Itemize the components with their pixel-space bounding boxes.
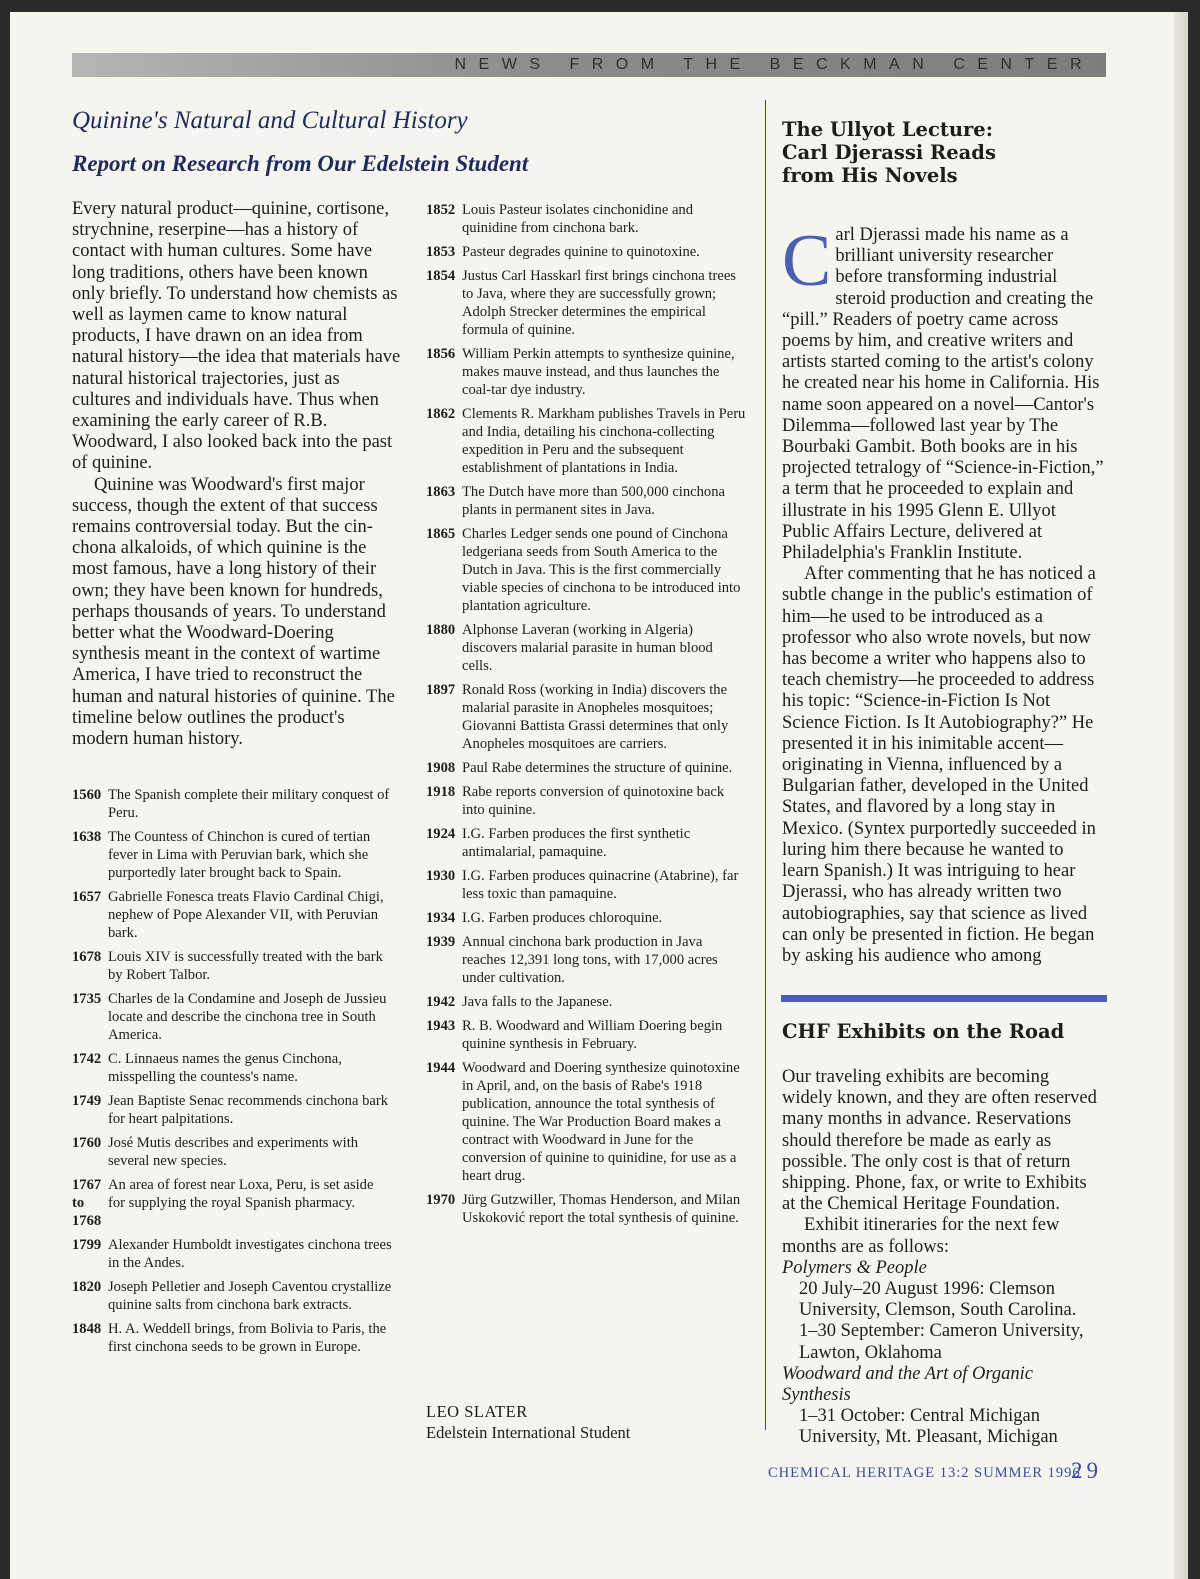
article-kicker: Quinine's Natural and Cultural History: [72, 107, 468, 134]
timeline-text: The Countess of Chinchon is cured of tertian fever in Lima with Peruvian bark, which she purportedly later brought back to Spain.: [108, 829, 371, 881]
timeline-text: Ronald Ross (working in India) discovers the malarial parasite in Anopheles mosquitoes; Giovanni Battista Grassi determines that only Anopheles mosquitoes are carriers.: [462, 682, 729, 752]
exhibits-paragraph: Our traveling exhibits are becoming widely known, and they are often reserved many months in advance. Reservations should therefore be made as early as possible. The only cost is that of return shipping. Phone, fax, or write to Exhibits at the Chemical Heritage Foundation.: [782, 1067, 1097, 1215]
timeline-text: Java falls to the Japanese.: [462, 994, 613, 1010]
timeline-text: Clements R. Markham publishes Travels in Peru and India, detailing his cinchona-collecting expedition in Peru and the subsequent establishment of plantations in India.: [462, 406, 746, 476]
timeline-year: 1943: [426, 1018, 456, 1034]
section-rule: [781, 995, 1107, 1002]
ullyot-paragraph: [782, 220, 1104, 564]
timeline-text: Gabrielle Fonesca treats Flavio Cardinal Chigi, nephew of Pope Alexander VII, with Peruvian bark.: [108, 889, 384, 941]
timeline-text: Woodward and Doering synthesize quinotoxine in April, and, on the basis of Rabe's 1918 publication, announce the total synthesis of quinine. The War Production Board makes a contract with Woodward in June for the conversion of quinine to quinidine, for use as a heart drug.: [462, 1060, 740, 1184]
timeline-entry: [72, 786, 392, 822]
timeline-text: H. A. Weddell brings, from Bolivia to Paris, the first cinchona seeds to be grown in Europe.: [108, 1321, 387, 1355]
timeline-entry: [426, 933, 746, 987]
timeline-text: R. B. Woodward and William Doering begin quinine synthesis in February.: [462, 1018, 723, 1052]
timeline-text: Rabe reports conversion of quinotoxine back into quinine.: [462, 784, 725, 818]
timeline-year: 1767 to 1768: [72, 1177, 102, 1229]
timeline-text: Alexander Humboldt investigates cinchona trees in the Andes.: [108, 1237, 392, 1271]
timeline-year: 1852: [426, 202, 456, 218]
timeline-entry: [72, 1134, 392, 1170]
timeline-year: 1749: [72, 1093, 102, 1109]
timeline-entry: [426, 405, 746, 477]
exhibit-stop: 1–31 October: Central Michigan University, Mt. Pleasant, Michigan: [799, 1406, 1058, 1448]
timeline-year: 1560: [72, 787, 102, 803]
page-edge-shadow: [1174, 12, 1188, 1579]
timeline-year: 1638: [72, 829, 102, 845]
timeline-text: Charles de la Condamine and Joseph de Jussieu locate and describe the cinchona tree in South America.: [108, 991, 387, 1043]
timeline-year: 1657: [72, 889, 102, 905]
timeline-year: 1934: [426, 910, 456, 926]
timeline-entry: [426, 825, 746, 861]
timeline-text: William Perkin attempts to synthesize quinine, makes mauve instead, and thus launches the coal-tar dye industry.: [462, 346, 735, 398]
timeline-entry: [426, 525, 746, 615]
timeline-left: [72, 786, 392, 1362]
timeline-text: An area of forest near Loxa, Peru, is set aside for supplying the royal Spanish pharmacy.: [108, 1177, 374, 1211]
timeline-year: 1944: [426, 1060, 456, 1076]
timeline-year: 1742: [72, 1051, 102, 1067]
timeline-text: Joseph Pelletier and Joseph Caventou crystallize quinine salts from cinchona bark extracts.: [108, 1279, 392, 1313]
ullyot-paragraph: After commenting that he has noticed a subtle change in the public's estimation of him—he used to be introduced as a professor who also wrote novels, but now has become a writer who happens also to teach chemistry—he proceeded to address his topic: “Science-in-Fiction Is Not Science Fiction. Is It Autobiography?” He presented it in his inimitable accent—originating in Vienna, influenced by a Bulgarian father, developed in the United States, and flavored by a long stay in Mexico. (Syntex purportedly succeeded in luring him there because he wanted to learn Spanish.) It was intriguing to hear Djerassi, who has already written two autobiographies, say that science as lived can only be presented in fiction. He began by asking his audience who among: [782, 564, 1096, 966]
timeline-entry: [426, 483, 746, 519]
article-headline: Report on Research from Our Edelstein Student: [72, 151, 529, 176]
banner-text: NEWS FROM THE BECKMAN CENTER: [454, 56, 1094, 73]
timeline-text: Justus Carl Hasskarl first brings cinchona trees to Java, where they are successfully grown; Adolph Strecker determines the empirical formula of quinine.: [462, 268, 736, 338]
intro-paragraph: Every natural product—quinine, cortisone, strychnine, reserpine—has a history of contact with human cultures. Some have long traditions, others have been known only briefly. To understand how chemists as well as laymen came to know natural products, I have drawn on an idea from natural history—the idea that materials have natural historical trajectories, just as cultures and individuals have. Thus when examining the early career of R.B. Woodward, I also looked back into the past of quinine.: [72, 199, 401, 474]
page-number: 29: [1071, 1458, 1102, 1483]
timeline-year: 1862: [426, 406, 456, 422]
exhibit-title: Polymers & People: [782, 1257, 927, 1278]
timeline-text: Louis XIV is successfully treated with the bark by Robert Talbor.: [108, 949, 383, 983]
timeline-text: Jürg Gutzwiller, Thomas Henderson, and Milan Uskoković report the total synthesis of quinine.: [462, 1192, 741, 1226]
timeline-entry: [72, 1092, 392, 1128]
timeline-text: Louis Pasteur isolates cinchonidine and quinidine from cinchona bark.: [462, 202, 694, 236]
timeline-entry: [426, 267, 746, 339]
timeline-entry: [72, 1278, 392, 1314]
timeline-entry: [426, 1191, 746, 1227]
timeline-entry: [426, 759, 746, 777]
timeline-text: Pasteur degrades quinine to quinotoxine.: [462, 244, 700, 260]
timeline-text: I.G. Farben produces quinacrine (Atabrine), far less toxic than pamaquine.: [462, 868, 739, 902]
timeline-entry: [426, 783, 746, 819]
timeline-entry: [72, 1236, 392, 1272]
timeline-text: Alphonse Laveran (working in Algeria) discovers malarial parasite in human blood cells.: [462, 622, 713, 674]
timeline-entry: [72, 990, 392, 1044]
timeline-entry: [426, 909, 746, 927]
exhibit-stop: 20 July–20 August 1996: Clemson University, Clemson, South Carolina.: [799, 1279, 1077, 1321]
timeline-text: I.G. Farben produces the first synthetic antimalarial, pamaquine.: [462, 826, 691, 860]
magazine-page: [10, 12, 1188, 1579]
timeline-year: 1897: [426, 682, 456, 698]
ullyot-paragraph-text: arl Djerassi made his name as a brilliant university researcher before transforming industrial steroid production and creating the “pill.” Readers of poetry came across poems by him, and creative writers and artists started coming to the artist's colony he created near his home in California. His name soon appeared on a novel—Cantor's Dilemma—followed last year by The Bourbaki Gambit. Both books are in his projected tetralogy of “Science-in-Fiction,” a term that he proceeded to explain and illustrate in his 1995 Glenn E. Ullyot Public Affairs Lecture, delivered at Philadelphia's Franklin Institute.: [782, 225, 1104, 564]
timeline-entry: [426, 867, 746, 903]
intro-paragraph: Quinine was Woodward's first major success, though the extent of that success remains controversial today. But the cinchona alkaloids, of which quinine is the most famous, have a long history of their own; they have been known for hundreds, perhaps thousands of years. To understand better what the Woodward-Doering synthesis meant in the context of wartime America, I have tried to reconstruct the human and natural histories of quinine. The timeline below outlines the product's modern human history.: [72, 474, 395, 750]
timeline-year: 1924: [426, 826, 456, 842]
timeline-text: Charles Ledger sends one pound of Cinchona ledgeriana seeds from South America to the Dutch in Java. This is the first commercially viable species of cinchona to be introduced into plantation agriculture.: [462, 526, 741, 614]
timeline-text: C. Linnaeus names the genus Cinchona, misspelling the countess's name.: [108, 1051, 342, 1085]
article-intro: [72, 199, 402, 750]
timeline-entry: [426, 681, 746, 753]
timeline-entry: [72, 1176, 392, 1230]
exhibits-article: [782, 1067, 1104, 1449]
timeline-entry: [72, 1050, 392, 1086]
timeline-entry: [426, 621, 746, 675]
timeline-text: The Spanish complete their military conquest of Peru.: [108, 787, 390, 821]
timeline-entry: [426, 201, 746, 237]
timeline-entry: [426, 345, 746, 399]
author-signoff: [426, 1401, 746, 1443]
timeline-entry: [426, 1017, 746, 1053]
timeline-year: 1848: [72, 1321, 102, 1337]
timeline-text: The Dutch have more than 500,000 cinchona plants in permanent sites in Java.: [462, 484, 726, 518]
timeline-entry: [72, 828, 392, 882]
exhibits-paragraph: Exhibit itineraries for the next few months are as follows:: [782, 1215, 1060, 1257]
timeline-year: 1863: [426, 484, 456, 500]
timeline-entry: [426, 1059, 746, 1185]
author-name: LEO SLATER: [426, 1402, 528, 1421]
timeline-year: 1930: [426, 868, 456, 884]
drop-cap: C: [782, 220, 832, 302]
timeline-entry: [426, 993, 746, 1011]
exhibit-title: Woodward and the Art of Organic Synthesis: [782, 1363, 1033, 1406]
timeline-year: 1799: [72, 1237, 102, 1253]
author-title: Edelstein International Student: [426, 1423, 631, 1442]
timeline-year: 1865: [426, 526, 456, 542]
timeline-text: I.G. Farben produces chloroquine.: [462, 910, 663, 926]
column-divider: [765, 100, 766, 1430]
timeline-year: 1970: [426, 1192, 456, 1208]
timeline-year: 1853: [426, 244, 456, 260]
timeline-year: 1678: [72, 949, 102, 965]
timeline-entry: [72, 1320, 392, 1356]
section-banner: [72, 53, 1106, 77]
timeline-year: 1735: [72, 991, 102, 1007]
timeline-middle: [426, 201, 746, 1233]
ullyot-heading: [782, 118, 1012, 187]
timeline-year: 1880: [426, 622, 456, 638]
timeline-text: Annual cinchona bark production in Java reaches 12,391 long tons, with 17,000 acres under cultivation.: [462, 934, 718, 986]
timeline-entry: [72, 948, 392, 984]
timeline-year: 1854: [426, 268, 456, 284]
timeline-text: Jean Baptiste Senac recommends cinchona bark for heart palpitations.: [108, 1093, 389, 1127]
timeline-year: 1760: [72, 1135, 102, 1151]
timeline-year: 1939: [426, 934, 456, 950]
exhibits-heading: CHF Exhibits on the Road: [782, 1020, 1065, 1043]
timeline-text: Paul Rabe determines the structure of quinine.: [462, 760, 733, 776]
timeline-year: 1856: [426, 346, 456, 362]
timeline-entry: [426, 243, 746, 261]
timeline-year: 1918: [426, 784, 456, 800]
timeline-year: 1820: [72, 1279, 102, 1295]
timeline-text: José Mutis describes and experiments with several new species.: [108, 1135, 359, 1169]
exhibit-stop: 1–30 September: Cameron University, Lawton, Oklahoma: [799, 1321, 1084, 1363]
ullyot-heading-text: The Ullyot Lecture: Carl Djerassi Reads from His Novels: [782, 118, 996, 187]
timeline-year: 1942: [426, 994, 456, 1010]
ullyot-article: [782, 220, 1104, 967]
timeline-year: 1908: [426, 760, 456, 776]
issue-footer: CHEMICAL HERITAGE 13:2 SUMMER 1996: [768, 1465, 1081, 1481]
timeline-entry: [72, 888, 392, 942]
